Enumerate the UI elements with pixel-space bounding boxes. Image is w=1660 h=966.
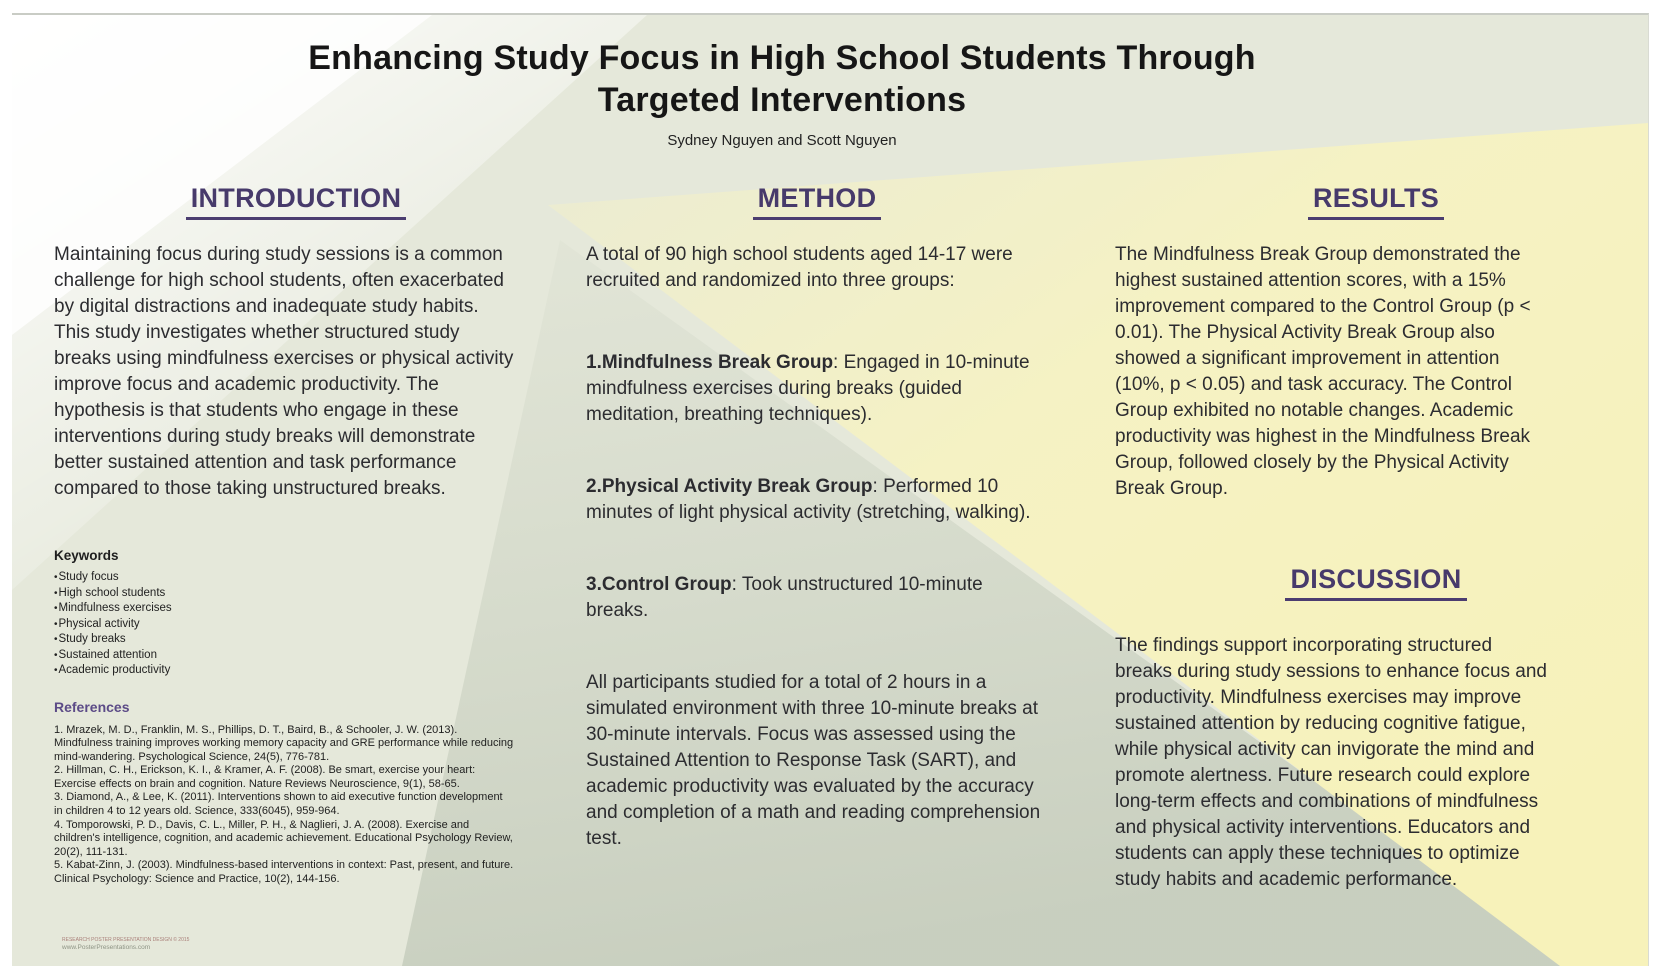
discussion-body: The findings support incorporating structured breaks during study sessions to enhance focus and productivity. Mindfulness exercises may improve sustained attention by reducing cognitive fatigue, while physical activity can invigorate the mind and promote alertness. Future research could explore long-term effects and combinations of mindfulness and physical activity interventions. Educators and students can apply these techniques to optimize study habits and academic performance. bbox=[1115, 635, 1547, 890]
discussion-heading: DISCUSSION bbox=[1160, 564, 1592, 601]
method-item-2-text: : Performed 10 minutes of light physical activity (stretching, walking). bbox=[586, 476, 1031, 523]
method-item-2 bbox=[586, 474, 1048, 526]
method-item-1 bbox=[586, 350, 1048, 428]
method-heading: METHOD bbox=[586, 183, 1048, 220]
keyword-item: • High school students bbox=[54, 586, 514, 602]
template-credit-url: www.PosterPresentations.com bbox=[62, 944, 151, 951]
reference-item: 1. Mrazek, M. D., Franklin, M. S., Phillips, D. T., Baird, B., & Schooler, J. W. (2013). Mindfulness training improves working memory capacity and GRE performance while reducing mind-wandering. Psychological Science, 24(5), 776-781. bbox=[54, 723, 514, 763]
keyword-item: • Academic productivity bbox=[54, 663, 514, 679]
reference-item: 2. Hillman, C. H., Erickson, K. I., & Kramer, A. F. (2008). Be smart, exercise your heart: Exercise effects on brain and cognition. Nature Reviews Neuroscience, 9(1), 58-65. bbox=[54, 764, 476, 790]
reference-item: 5. Kabat-Zinn, J. (2003). Mindfulness-based interventions in context: Past, present, and future. Clinical Psychology: Science and Practice, 10(2), 144-156. bbox=[54, 859, 514, 886]
column-results bbox=[1115, 183, 1547, 893]
keyword-item: • Sustained attention bbox=[54, 648, 514, 664]
reference-item: 3. Diamond, A., & Lee, K. (2011). Interventions shown to aid executive function development in children 4 to 12 years old. Science, 333(6045), 959-964. bbox=[54, 791, 503, 818]
poster-authors: Sydney Nguyen and Scott Nguyen bbox=[667, 132, 897, 149]
keyword-item: • Mindfulness exercises bbox=[54, 601, 514, 617]
results-body: The Mindfulness Break Group demonstrated the highest sustained attention scores, with a 15% improvement compared to the Control Group (p < 0.01). The Physical Activity Break Group also showed a significant improvement in attention (10%, p < 0.05) and task accuracy. The Control Group exhibited no notable changes. Academic productivity was highest in the Mindfulness Break Group, followed closely by the Physical Activity Break Group. bbox=[1115, 244, 1531, 499]
keyword-item: • Study focus bbox=[54, 570, 514, 586]
template-credit bbox=[62, 937, 189, 952]
method-intro: A total of 90 high school students aged 14-17 were recruited and randomized into three groups: bbox=[586, 244, 1013, 291]
keywords-section bbox=[54, 548, 514, 679]
method-item-2-label: 2.Physical Activity Break Group bbox=[586, 476, 873, 497]
poster-header bbox=[12, 37, 1552, 149]
keywords-heading: Keywords bbox=[54, 548, 119, 563]
column-method bbox=[586, 183, 1048, 852]
method-item-3-text: : Took unstructured 10-minute breaks. bbox=[586, 574, 983, 621]
method-item-1-label: 1.Mindfulness Break Group bbox=[586, 352, 834, 373]
poster-title-line-1: Enhancing Study Focus in High School Students Through bbox=[308, 39, 1256, 77]
method-item-3-label: 3.Control Group bbox=[586, 574, 732, 595]
method-closing: All participants studied for a total of 2 hours in a simulated environment with three 10-minute breaks at 30-minute intervals. Focus was assessed using the Sustained Attention to Response Task (SART), and academic productivity was evaluated by the accuracy and completion of a math and reading comprehension test. bbox=[586, 672, 1041, 849]
column-introduction bbox=[54, 183, 514, 887]
references-section bbox=[54, 699, 514, 887]
keyword-item: • Study breaks bbox=[54, 632, 514, 648]
method-item-3 bbox=[586, 572, 1048, 624]
introduction-body: Maintaining focus during study sessions is a common challenge for high school students, often exacerbated by digital distractions and inadequate study habits. This study investigates whether structured study breaks using mindfulness exercises or physical activity improve focus and academic productivity. The hypothesis is that students who engage in these interventions during study breaks will demonstrate better sustained attention and task performance compared to those taking unstructured breaks. bbox=[54, 244, 514, 499]
method-item-1-text: : Engaged in 10-minute mindfulness exercises during breaks (guided meditation, breathing techniques). bbox=[586, 352, 1030, 425]
reference-item: 4. Tomporowski, P. D., Davis, C. L., Miller, P. H., & Naglieri, J. A. (2008). Exercise and children's intelligence, cognition, and academic achievement. Educational Psychology Review, 20(2), 111-131. bbox=[54, 818, 513, 858]
references-heading: References bbox=[54, 698, 130, 715]
keyword-item: • Physical activity bbox=[54, 617, 514, 633]
introduction-heading: INTRODUCTION bbox=[66, 183, 526, 220]
poster-slide bbox=[12, 13, 1649, 966]
poster-title-line-2: Targeted Interventions bbox=[597, 81, 967, 119]
results-heading: RESULTS bbox=[1160, 183, 1592, 220]
template-credit-line: RESEARCH POSTER PRESENTATION DESIGN © 2015 bbox=[62, 937, 190, 943]
